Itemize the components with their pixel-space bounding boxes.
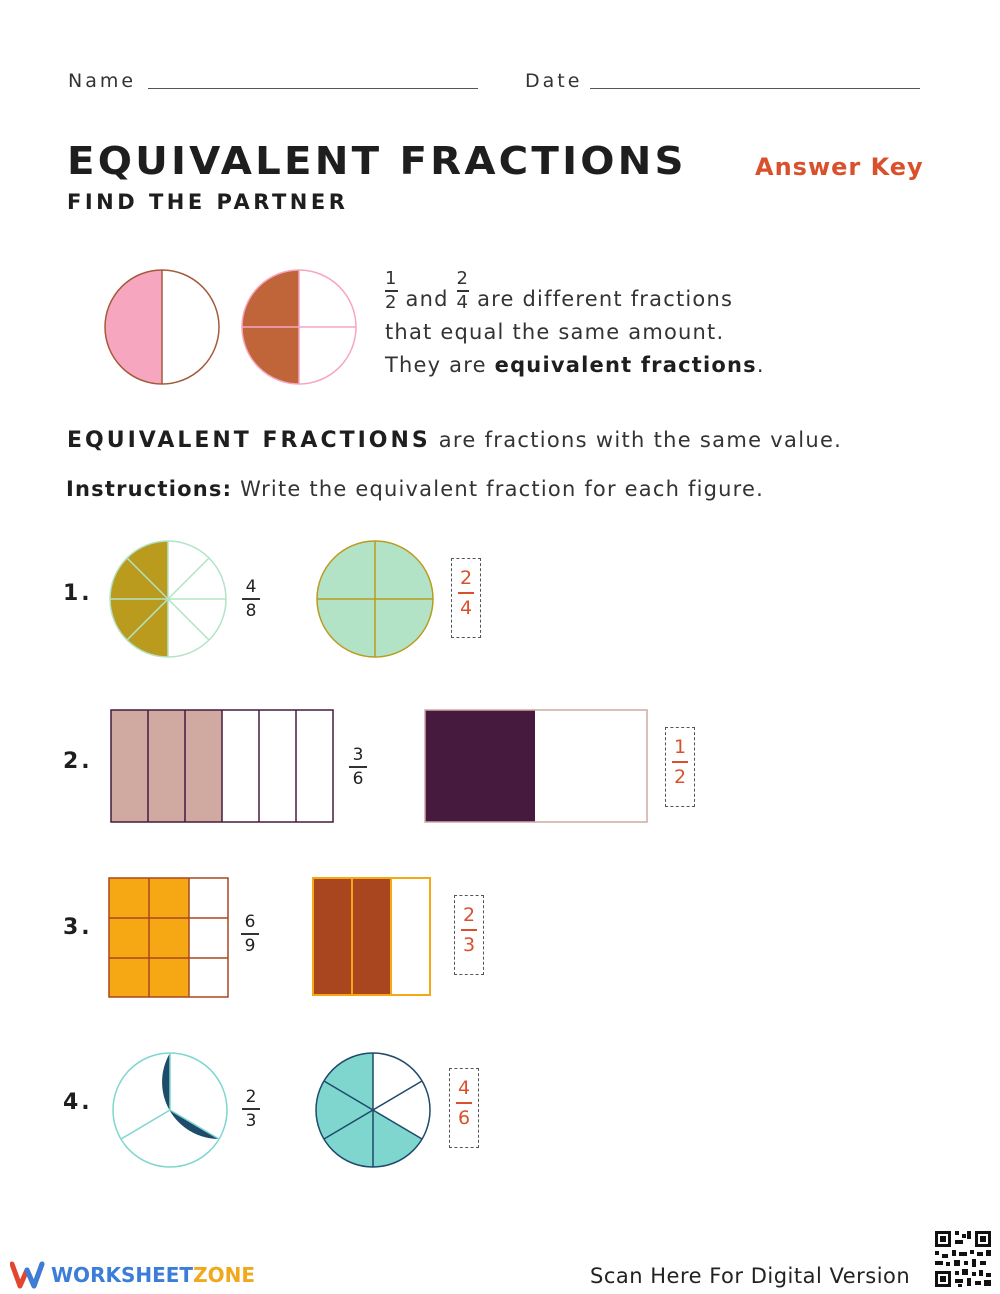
quarters-circle-mint: [317, 541, 433, 657]
date-line[interactable]: [590, 88, 920, 89]
problem-2-figures: [110, 709, 650, 825]
name-line[interactable]: [148, 88, 478, 89]
intro-fraction-1: $\frac{1}{2}$: [385, 268, 398, 313]
problem-3-answer-box[interactable]: 2 3: [454, 895, 484, 975]
sixths-rectangle: [111, 710, 333, 822]
definition: EQUIVALENT FRACTIONS are fractions with the same value.: [67, 428, 843, 453]
problem-3-given-fraction: 6 9: [241, 913, 259, 955]
problem-4-answer-box[interactable]: 4 6: [449, 1068, 479, 1148]
problem-1-given-fraction: 4 8: [242, 578, 260, 620]
worksheet-zone-logo-icon: [10, 1260, 50, 1290]
brand-name[interactable]: WORKSHEETZONE: [51, 1263, 255, 1287]
eighths-circle: [110, 541, 226, 657]
intro-text: [385, 270, 805, 382]
problem-1-figures: [105, 536, 445, 666]
instructions: Instructions: Write the equivalent fraction for each figure.: [66, 477, 765, 501]
page-title: EQUIVALENT FRACTIONS: [67, 139, 687, 183]
problem-1-answer-box[interactable]: 2 4: [451, 558, 481, 638]
intro-line-2: that equal the same amount.: [385, 320, 725, 344]
intro-fraction-2: $\frac{2}{4}$: [456, 268, 470, 313]
problem-4-given-fraction: 2 3: [242, 1088, 260, 1130]
intro-line-3: They are equivalent fractions.: [385, 353, 765, 377]
thirds-rectangle: [313, 878, 430, 995]
scan-text: Scan Here For Digital Version: [590, 1264, 911, 1288]
sixths-circle: [316, 1053, 430, 1167]
halves-rectangle: [425, 710, 647, 822]
qr-code-icon[interactable]: [932, 1228, 994, 1290]
problem-2-given-fraction: 3 6: [349, 746, 367, 788]
date-label: Date: [525, 70, 583, 92]
half-circle-figure: [105, 270, 219, 384]
problem-3-number: 3.: [63, 915, 93, 940]
problem-2-number: 2.: [63, 749, 93, 774]
answer-key-label: Answer Key: [755, 153, 924, 181]
quarter-circle-figure: [242, 270, 356, 384]
thirds-circle: [113, 1053, 227, 1167]
problem-1-number: 1.: [63, 581, 93, 606]
intro-line-1: $\frac{1}{2}$ and $\frac{2}{4}$ are different fractions: [385, 268, 734, 313]
intro-circles: [100, 265, 360, 390]
problem-2-answer-box[interactable]: 1 2: [665, 727, 695, 807]
page-subtitle: FIND THE PARTNER: [67, 190, 349, 214]
problem-4-figures: [108, 1048, 438, 1174]
problem-3-figures: [108, 877, 438, 999]
problem-4-number: 4.: [63, 1090, 93, 1115]
ninths-grid: [109, 878, 228, 997]
name-label: Name: [68, 70, 137, 92]
